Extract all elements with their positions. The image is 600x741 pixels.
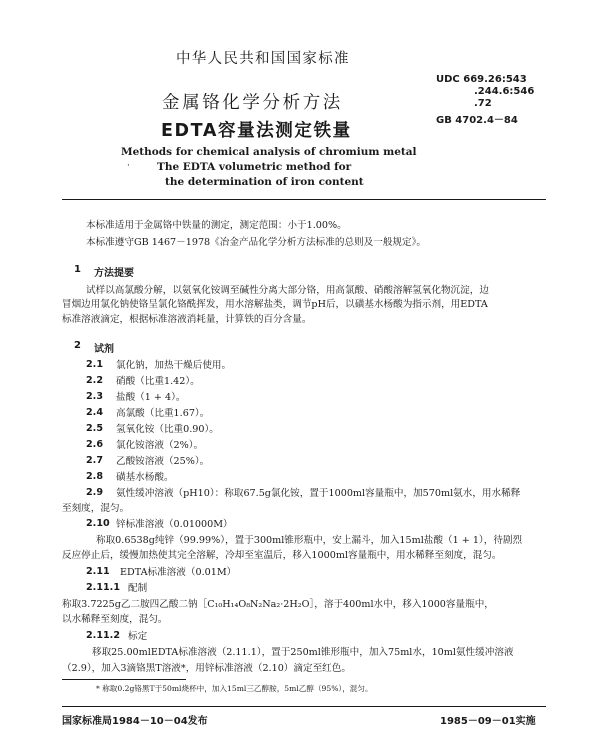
reagent-text: 高氯酸（比重1.67）。 — [116, 408, 210, 419]
section1-number: 1 — [74, 264, 81, 275]
reagent-text: 盐酸（1 + 4）。 — [116, 392, 186, 403]
standard-category-title: 中华人民共和国国家标准 — [176, 51, 350, 67]
reagent-text: 标定 — [128, 631, 148, 642]
reagent-number: 2.6 — [86, 439, 103, 450]
footnote-divider — [62, 679, 186, 680]
reagent-number: 2.7 — [86, 455, 103, 466]
implementation-date: 1985－09－01实施 — [440, 716, 536, 727]
english-title-line3: the determination of iron content — [165, 176, 364, 188]
procedure-line: 反应停止后，缓慢加热使其完全溶解，冷却至室温后，移入1000ml容量瓶中，用水稀释至刻度，混匀。 — [62, 550, 502, 561]
reagent-number: 2.10 — [86, 518, 110, 529]
reagent-number: 2.2 — [86, 375, 103, 386]
reagent-text: 氯化铵溶液（2%）。 — [116, 440, 204, 451]
section1-line: 试样以高氯酸分解，以氨氧化铵调至碱性分离大部分铬，用高氯酸、硝酸溶解氢氧化物沉淀，边 — [86, 285, 489, 296]
reagent-text: 硝酸（比重1.42）。 — [116, 376, 200, 387]
section1-line: 冒烟边用氯化钠使铬呈氯化铬酰挥发，用水溶解盐类，调节pH后，以磺基水杨酸为指示剂，用EDTA — [62, 299, 488, 310]
header-divider — [62, 199, 546, 200]
section2-number: 2 — [74, 340, 81, 351]
section2-heading: 试剂 — [94, 344, 114, 355]
procedure-line: 移取25.00mlEDTA标准溶液（2.11.1），置于250ml锥形瓶中，加入75ml水，10ml氨性缓冲溶液 — [92, 647, 514, 658]
udc-code-line2: .244.6:546 — [474, 86, 535, 97]
udc-code-line3: .72 — [474, 98, 492, 109]
reagent-text: 氨性缓冲溶液（pH10）：称取67.5g氯化铵，置于1000ml容量瓶中，加570ml氨水，用水稀释 — [116, 488, 521, 499]
procedure-line: （2.9），加入3滴铬黑T溶液*，用锌标准溶液（2.10）滴定至红色。 — [62, 663, 351, 674]
reagent-text-continuation: 至刻度，混匀。 — [62, 503, 130, 514]
procedure-line: 以水稀释至刻度，混匀。 — [62, 614, 168, 625]
english-title-bullet: · — [127, 161, 130, 171]
reagent-text: 氢氧化铵（比重0.90）。 — [116, 424, 219, 435]
intro-reference: 本标准遵守GB 1467－1978《冶金产品化学分析方法标准的总则及一般规定》。 — [86, 237, 427, 248]
reagent-number: 2.11 — [86, 566, 110, 577]
footnote: * 称取0.2g铬黑T于50ml烧杯中，加入15ml三乙醇胺，5ml乙醇（95%），混匀。 — [96, 684, 373, 693]
reagent-number: 2.5 — [86, 423, 103, 434]
reagent-number: 2.8 — [86, 471, 103, 482]
reagent-number: 2.11.2 — [86, 630, 120, 641]
udc-code-line1: UDC 669.26:543 — [436, 74, 527, 85]
section1-heading: 方法提要 — [94, 268, 134, 279]
document-title-line2: EDTA容量法测定铁量 — [161, 121, 352, 141]
reagent-number: 2.1 — [86, 359, 103, 370]
gb-code: GB 4702.4－84 — [436, 115, 518, 126]
intro-scope: 本标准适用于金属铬中铁量的测定，测定范围：小于1.00%。 — [86, 220, 347, 231]
reagent-number: 2.11.1 — [86, 582, 120, 593]
reagent-number: 2.4 — [86, 407, 103, 418]
footer-divider — [62, 706, 546, 707]
reagent-text: EDTA标准溶液（0.01M） — [120, 567, 237, 578]
document-title-line1: 金属铬化学分析方法 — [162, 93, 343, 113]
reagent-text: 氯化钠，加热干燥后使用。 — [116, 360, 232, 371]
reagent-text: 配制 — [128, 583, 148, 594]
reagent-text: 磺基水杨酸。 — [116, 472, 174, 483]
procedure-line: 称取3.7225g乙二胺四乙酸二钠［C₁₀H₁₄O₈N₂Na₂·2H₂O］，溶于400ml水中，移入1000容量瓶中， — [62, 599, 494, 610]
issue-date: 国家标准局1984－10－04发布 — [62, 716, 208, 727]
english-title-line1: Methods for chemical analysis of chromium metal — [121, 146, 417, 158]
reagent-text: 乙酸铵溶液（25%）。 — [116, 456, 210, 467]
section1-line: 标准溶液滴定，根据标准溶液消耗量，计算铁的百分含量。 — [62, 314, 312, 325]
reagent-number: 2.9 — [86, 487, 103, 498]
procedure-line: 称取0.6538g纯锌（99.99%），置于300ml锥形瓶中，安上漏斗，加入15ml盐酸（1 + 1），待剧烈 — [96, 535, 523, 546]
english-title-line2: The EDTA volumetric method for — [157, 161, 352, 173]
reagent-text: 锌标准溶液（0.01000M） — [116, 519, 233, 530]
reagent-number: 2.3 — [86, 391, 103, 402]
